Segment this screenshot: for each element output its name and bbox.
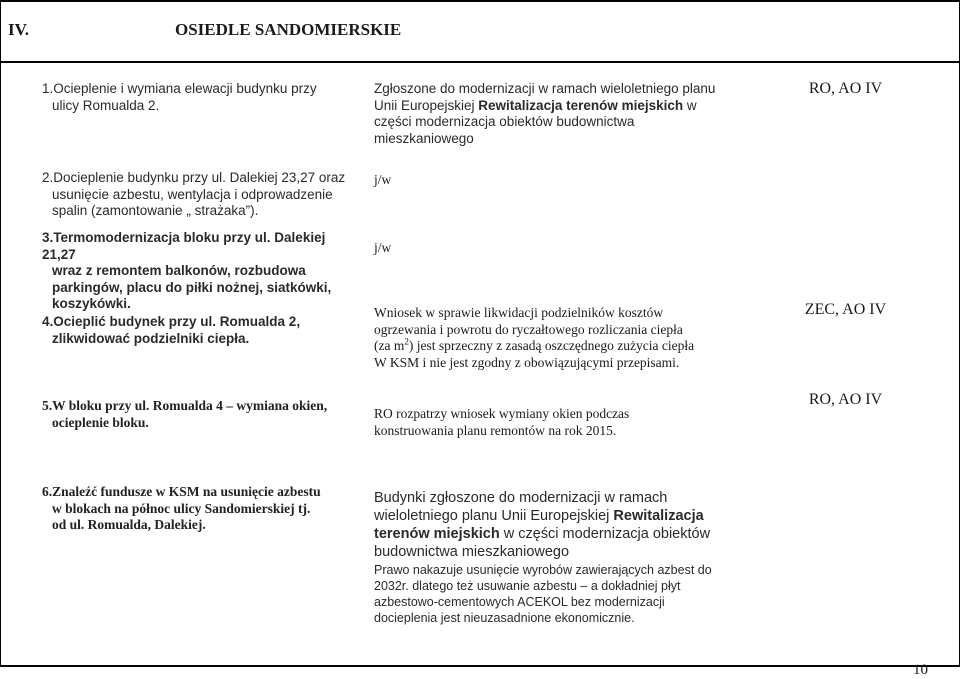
request-2-line: usunięcie azbestu, wentylacja i odprowadzenie (52, 186, 333, 202)
request-2-line: 2.Docieplenie budynku przy ul. Dalekiej 23,27 oraz (42, 170, 346, 185)
request-6-line: od ul. Romualda, Dalekiej. (52, 517, 206, 532)
response-5: RO rozpatrzy wniosek wymiany okien podczas konstruowania planu remontów na rok 2015. (374, 406, 630, 438)
request-6-line: 6.Znaleźć fundusze w KSM na usunięcie azbestu (42, 484, 321, 499)
request-1 (42, 81, 352, 114)
table-border-top (0, 0, 960, 2)
request-3-line: parkingów, placu do piłki nożnej, siatkówki, (52, 279, 332, 295)
response-1: Zgłoszone do modernizacji w ramach wieloletniego planu Unii Europejskiej Rewitalizacja terenów miejskich w części modernizacja obiektów budownictwa mieszkaniowego (374, 81, 716, 146)
request-5-line: 5.W bloku przy ul. Romualda 4 – wymiana okien, (42, 398, 328, 413)
request-1-line: ulicy Romualda 2. (52, 97, 160, 113)
request-3-line: wraz z remontem balkonów, rozbudowa (52, 263, 306, 278)
response-2: j/w (374, 172, 392, 187)
table-border-left (0, 0, 1, 667)
section-number: IV. (8, 20, 29, 39)
request-4-line: zlikwidować podzielniki ciepła. (52, 330, 250, 346)
request-2 (42, 170, 352, 220)
response-3: j/w (374, 240, 392, 255)
response-6: Budynki zgłoszone do modernizacji w ramach wieloletniego planu Unii Europejskiej Rewitalizacja terenów miejskich w części modernizacja obiektów budownictwa mieszkaniowego (374, 490, 711, 560)
response-6-note: Prawo nakazuje usunięcie wyrobów zawierających azbest do 2032r. dlatego też usuwanie azbestu – a dokładniej płyt azbestowo-cementowych ACEKOL bez modernizacji docieplenia jest nieuzasadnione ekonomicznie. (374, 563, 712, 625)
assignee-5: RO, AO IV (808, 391, 883, 408)
section-title: OSIEDLE SANDOMIERSKIE (175, 20, 402, 39)
request-5-line: ocieplenie bloku. (52, 414, 149, 430)
request-6 (42, 484, 352, 534)
request-4-line: 4.Ocieplić budynek przy ul. Romualda 2, (42, 314, 301, 329)
request-1-line: 1.Ocieplenie i wymiana elewacji budynku przy (42, 81, 317, 96)
request-6-line: w blokach na północ ulicy Sandomierskiej tj. (52, 500, 311, 516)
request-3-line: 3.Termomodernizacja bloku przy ul. Dalekiej 21,27 (42, 230, 326, 262)
request-5 (42, 398, 352, 431)
assignee-4: ZEC, AO IV (804, 301, 887, 318)
page-number: 10 (913, 662, 928, 678)
assignee-1: RO, AO IV (808, 80, 883, 97)
request-4 (42, 314, 352, 347)
response-4: Wniosek w sprawie likwidacji podzielników kosztów ogrzewania i powrotu do ryczałtowego rozliczania ciepła (za $m^2$) jest sprzeczny z zasadą oszczędnego zużycia ciepła W KSM i nie jest zgodny z obowiązującymi przepisami. (374, 305, 695, 370)
table-border-bottom (0, 665, 960, 667)
header-divider (0, 61, 960, 63)
request-3-line: koszykówki. (52, 296, 131, 311)
request-2-line: spalin (zamontowanie „ strażaka”). (52, 203, 259, 218)
request-3 (42, 230, 352, 313)
